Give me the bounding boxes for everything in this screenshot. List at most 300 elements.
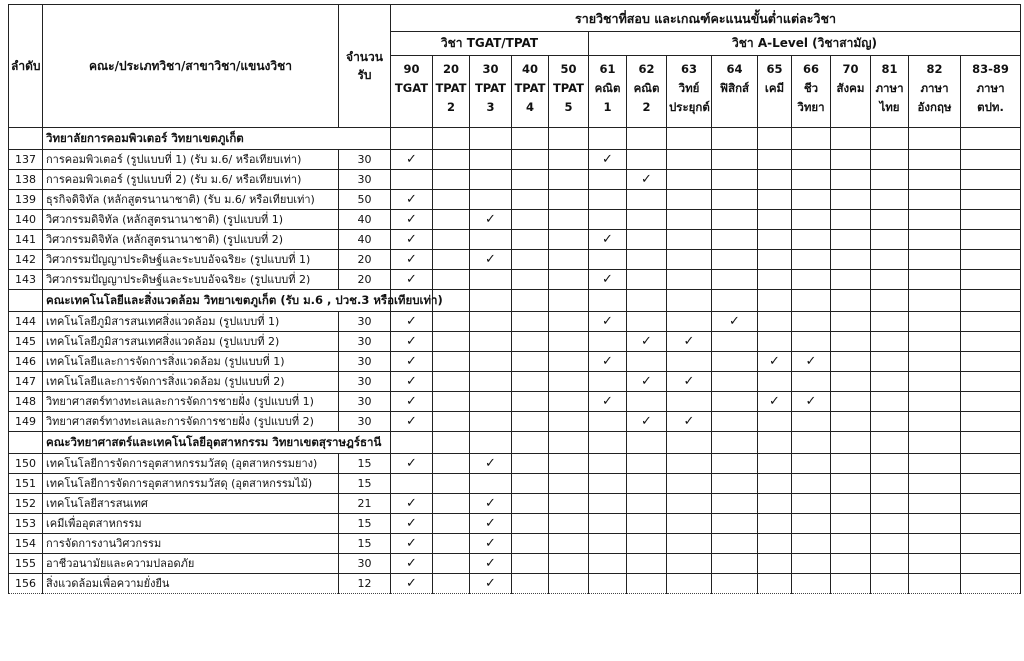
check-mark-icon: ✓ [406, 232, 417, 247]
table-row [9, 270, 1021, 290]
subject-check-cell [549, 150, 589, 170]
program-name: เทคโนโลยีภูมิสารสนเทศสิ่งแวดล้อม (รูปแบบที่ 1) [43, 312, 339, 332]
subject-check-cell [589, 170, 627, 190]
subject-check-cell [961, 352, 1021, 372]
subject-check-cell [433, 534, 470, 554]
subject-check-cell [470, 412, 512, 432]
subject-check-cell [831, 534, 871, 554]
section-subject-cell [961, 128, 1021, 150]
subject-check-cell [871, 170, 909, 190]
subject-check-cell [831, 494, 871, 514]
table-row [9, 250, 1021, 270]
subject-check-cell [712, 250, 758, 270]
subject-check-cell [433, 150, 470, 170]
subject-check-cell [391, 150, 433, 170]
subject-check-cell [667, 494, 712, 514]
row-number: 140 [9, 210, 43, 230]
subject-check-cell [627, 392, 667, 412]
subject-header-code: 61 [599, 62, 616, 76]
subject-check-cell [512, 372, 549, 392]
subject-check-cell [549, 514, 589, 534]
subject-check-cell [712, 230, 758, 250]
subject-check-cell [512, 150, 549, 170]
table-row [9, 372, 1021, 392]
subject-check-cell [512, 352, 549, 372]
subject-check-cell [758, 312, 792, 332]
section-subject-cell [758, 290, 792, 312]
subject-check-cell [909, 312, 961, 332]
header-quota-line1: จำนวน [346, 50, 383, 64]
program-name: การคอมพิวเตอร์ (รูปแบบที่ 1) (รับ ม.6/ หรือเทียบเท่า) [43, 150, 339, 170]
subject-check-cell [589, 270, 627, 290]
subject-check-cell [961, 150, 1021, 170]
subject-check-cell [549, 474, 589, 494]
check-mark-icon: ✓ [729, 314, 740, 329]
subject-check-cell [627, 150, 667, 170]
row-number: 153 [9, 514, 43, 534]
program-name: การคอมพิวเตอร์ (รูปแบบที่ 2) (รับ ม.6/ หรือเทียบเท่า) [43, 170, 339, 190]
subject-check-cell [909, 412, 961, 432]
subject-check-cell [871, 454, 909, 474]
subject-header-l3: 3 [486, 100, 495, 114]
criteria-table [8, 4, 1021, 594]
check-mark-icon: ✓ [406, 556, 417, 571]
subject-check-cell [627, 230, 667, 250]
subject-check-cell [792, 514, 831, 534]
subject-check-cell [909, 230, 961, 250]
subject-header-code: 20 [442, 62, 459, 76]
quota-value: 15 [339, 474, 391, 494]
subject-check-cell [627, 574, 667, 594]
subject-check-cell [470, 250, 512, 270]
check-mark-icon: ✓ [485, 576, 496, 591]
subject-check-cell [433, 372, 470, 392]
subject-check-cell [792, 210, 831, 230]
subject-check-cell [589, 230, 627, 250]
subject-check-cell [433, 250, 470, 270]
subject-check-cell [871, 574, 909, 594]
table-row [9, 454, 1021, 474]
subject-check-cell [792, 150, 831, 170]
subject-check-cell [909, 190, 961, 210]
subject-check-cell [909, 372, 961, 392]
subject-check-cell [433, 230, 470, 250]
subject-check-cell [909, 534, 961, 554]
subject-check-cell [470, 454, 512, 474]
header-group-alevel: วิชา A-Level (วิชาสามัญ) [589, 32, 1021, 56]
subject-check-cell [871, 392, 909, 412]
subject-check-cell [667, 170, 712, 190]
subject-check-cell [433, 514, 470, 534]
subject-header-l3: อังกฤษ [917, 100, 952, 114]
subject-check-cell [627, 514, 667, 534]
subject-check-cell [712, 514, 758, 534]
subject-check-cell [627, 170, 667, 190]
subject-check-cell [712, 534, 758, 554]
check-mark-icon: ✓ [406, 334, 417, 349]
subject-check-cell [391, 190, 433, 210]
header-group-tgat: วิชา TGAT/TPAT [391, 32, 589, 56]
subject-check-cell [961, 270, 1021, 290]
subject-check-cell [391, 392, 433, 412]
subject-check-cell [667, 332, 712, 352]
subject-check-cell [589, 150, 627, 170]
section-subject-cell [627, 290, 667, 312]
subject-check-cell [909, 170, 961, 190]
subject-check-cell [792, 270, 831, 290]
row-number: 139 [9, 190, 43, 210]
subject-header-l2: วิทย์ [678, 81, 700, 95]
check-mark-icon: ✓ [485, 252, 496, 267]
check-mark-icon: ✓ [485, 556, 496, 571]
check-mark-icon: ✓ [406, 152, 417, 167]
subject-check-cell [712, 554, 758, 574]
subject-check-cell [831, 312, 871, 332]
section-subject-cell [712, 128, 758, 150]
section-subject-cell [470, 128, 512, 150]
program-name: สิ่งแวดล้อมเพื่อความยั่งยืน [43, 574, 339, 594]
subject-check-cell [549, 312, 589, 332]
subject-check-cell [667, 250, 712, 270]
table-row [9, 574, 1021, 594]
table-row [9, 412, 1021, 432]
subject-check-cell [549, 372, 589, 392]
subject-check-cell [871, 250, 909, 270]
subject-check-cell [909, 210, 961, 230]
quota-value: 30 [339, 170, 391, 190]
subject-check-cell [871, 554, 909, 574]
subject-check-cell [391, 230, 433, 250]
subject-check-cell [589, 372, 627, 392]
program-name: วิศวกรรมปัญญาประดิษฐ์และระบบอัจฉริยะ (รูปแบบที่ 1) [43, 250, 339, 270]
subject-check-cell [667, 372, 712, 392]
row-number: 138 [9, 170, 43, 190]
subject-check-cell [512, 230, 549, 250]
check-mark-icon: ✓ [406, 272, 417, 287]
subject-check-cell [758, 190, 792, 210]
subject-check-cell [871, 534, 909, 554]
check-mark-icon: ✓ [641, 172, 652, 187]
subject-header-l2: สังคม [836, 81, 865, 95]
section-subject-cell [909, 432, 961, 454]
subject-header-l3: ประยุกต์ [669, 100, 710, 114]
subject-check-cell [792, 170, 831, 190]
subject-check-cell [549, 554, 589, 574]
table-row [9, 210, 1021, 230]
subject-header-l2: คณิต [594, 81, 621, 95]
subject-header-l2: TPAT [474, 81, 507, 95]
section-subject-cell [549, 432, 589, 454]
check-mark-icon: ✓ [641, 414, 652, 429]
subject-check-cell [758, 150, 792, 170]
table-row [9, 534, 1021, 554]
subject-header-l2: ภาษา [976, 81, 1005, 95]
subject-check-cell [470, 270, 512, 290]
subject-check-cell [589, 332, 627, 352]
subject-check-cell [667, 312, 712, 332]
header-seq: ลำดับ [9, 5, 43, 128]
subject-check-cell [758, 454, 792, 474]
subject-check-cell [667, 352, 712, 372]
section-subject-cell [871, 290, 909, 312]
section-subject-cell [871, 128, 909, 150]
subject-check-cell [391, 474, 433, 494]
subject-check-cell [909, 474, 961, 494]
subject-check-cell [470, 210, 512, 230]
subject-check-cell [512, 494, 549, 514]
quota-value: 12 [339, 574, 391, 594]
subject-column-header [549, 56, 589, 128]
subject-header-l2: ภาษา [920, 81, 949, 95]
subject-check-cell [627, 352, 667, 372]
subject-check-cell [627, 494, 667, 514]
check-mark-icon: ✓ [641, 334, 652, 349]
subject-header-code: 66 [802, 62, 819, 76]
subject-check-cell [961, 534, 1021, 554]
subject-check-cell [433, 494, 470, 514]
section-title: คณะเทคโนโลยีและสิ่งแวดล้อม วิทยาเขตภูเก็ต (รับ ม.6 , ปวช.3 หรือเทียบเท่า) [43, 290, 391, 312]
subject-check-cell [549, 332, 589, 352]
row-number: 147 [9, 372, 43, 392]
header-quota-line2: รับ [357, 68, 372, 82]
subject-check-cell [871, 312, 909, 332]
subject-check-cell [871, 332, 909, 352]
subject-check-cell [871, 190, 909, 210]
section-subject-cell [792, 128, 831, 150]
subject-check-cell [512, 474, 549, 494]
check-mark-icon: ✓ [485, 536, 496, 551]
subject-check-cell [831, 474, 871, 494]
subject-check-cell [831, 554, 871, 574]
section-subject-cell [549, 128, 589, 150]
table-row [9, 554, 1021, 574]
section-subject-cell [470, 290, 512, 312]
subject-check-cell [627, 474, 667, 494]
section-title: คณะวิทยาศาสตร์และเทคโนโลยีอุตสาหกรรม วิทยาเขตสุราษฎร์ธานี [43, 432, 391, 454]
subject-check-cell [667, 412, 712, 432]
subject-check-cell [831, 352, 871, 372]
check-mark-icon: ✓ [406, 576, 417, 591]
subject-check-cell [512, 574, 549, 594]
section-subject-cell [512, 128, 549, 150]
subject-check-cell [589, 250, 627, 270]
section-subject-cell [433, 432, 470, 454]
subject-header-code: 30 [482, 62, 499, 76]
subject-check-cell [831, 190, 871, 210]
subject-header-code: 63 [680, 62, 697, 76]
subject-check-cell [433, 270, 470, 290]
subject-check-cell [589, 190, 627, 210]
subject-check-cell [961, 372, 1021, 392]
table-row [9, 190, 1021, 210]
subject-check-cell [871, 514, 909, 534]
subject-check-cell [909, 494, 961, 514]
subject-check-cell [667, 270, 712, 290]
quota-value: 30 [339, 150, 391, 170]
subject-check-cell [758, 554, 792, 574]
section-subject-cell [589, 290, 627, 312]
subject-check-cell [712, 312, 758, 332]
subject-check-cell [589, 312, 627, 332]
subject-check-cell [792, 494, 831, 514]
subject-header-code: 81 [881, 62, 898, 76]
subject-check-cell [712, 412, 758, 432]
subject-check-cell [792, 312, 831, 332]
subject-check-cell [758, 230, 792, 250]
subject-check-cell [909, 574, 961, 594]
check-mark-icon: ✓ [406, 456, 417, 471]
subject-check-cell [470, 190, 512, 210]
subject-check-cell [589, 454, 627, 474]
header-quota [339, 5, 391, 128]
subject-check-cell [758, 412, 792, 432]
table-row [9, 352, 1021, 372]
subject-check-cell [433, 554, 470, 574]
subject-check-cell [549, 412, 589, 432]
subject-check-cell [470, 554, 512, 574]
check-mark-icon: ✓ [641, 374, 652, 389]
subject-header-code: 40 [521, 62, 538, 76]
subject-check-cell [512, 514, 549, 534]
subject-column-header [758, 56, 792, 128]
subject-check-cell [712, 372, 758, 392]
subject-check-cell [961, 454, 1021, 474]
subject-check-cell [909, 514, 961, 534]
subject-check-cell [512, 270, 549, 290]
section-subject-cell [549, 290, 589, 312]
subject-check-cell [433, 454, 470, 474]
subject-check-cell [667, 454, 712, 474]
subject-check-cell [549, 270, 589, 290]
section-empty-cell [9, 128, 43, 150]
subject-header-l3: วิทยา [797, 100, 825, 114]
subject-check-cell [831, 230, 871, 250]
table-row [9, 494, 1021, 514]
subject-check-cell [792, 372, 831, 392]
check-mark-icon: ✓ [683, 334, 695, 349]
quota-value: 15 [339, 454, 391, 474]
program-name: เทคโนโลยีและการจัดการสิ่งแวดล้อม (รูปแบบที่ 1) [43, 352, 339, 372]
subject-check-cell [589, 534, 627, 554]
subject-check-cell [391, 412, 433, 432]
subject-check-cell [433, 392, 470, 412]
subject-check-cell [758, 250, 792, 270]
check-mark-icon: ✓ [602, 394, 613, 409]
section-row [9, 290, 1021, 312]
subject-check-cell [961, 392, 1021, 412]
subject-column-header [831, 56, 871, 128]
quota-value: 30 [339, 332, 391, 352]
quota-value: 30 [339, 352, 391, 372]
subject-check-cell [961, 554, 1021, 574]
subject-check-cell [549, 210, 589, 230]
check-mark-icon: ✓ [406, 354, 417, 369]
subject-header-code: 50 [560, 62, 577, 76]
subject-check-cell [589, 554, 627, 574]
check-mark-icon: ✓ [602, 354, 613, 369]
subject-header-code: 65 [766, 62, 783, 76]
subject-header-l2: TGAT [394, 81, 429, 95]
subject-check-cell [470, 312, 512, 332]
subject-header-code: 70 [842, 62, 859, 76]
subject-check-cell [909, 352, 961, 372]
subject-check-cell [909, 392, 961, 412]
subject-check-cell [433, 210, 470, 230]
subject-check-cell [667, 392, 712, 412]
subject-check-cell [391, 352, 433, 372]
subject-check-cell [712, 454, 758, 474]
subject-check-cell [961, 474, 1021, 494]
subject-check-cell [961, 574, 1021, 594]
section-empty-cell [9, 432, 43, 454]
row-number: 142 [9, 250, 43, 270]
check-mark-icon: ✓ [406, 394, 417, 409]
subject-check-cell [712, 332, 758, 352]
subject-check-cell [831, 574, 871, 594]
section-subject-cell [831, 432, 871, 454]
row-number: 146 [9, 352, 43, 372]
quota-value: 30 [339, 392, 391, 412]
program-name: วิทยาศาสตร์ทางทะเลและการจัดการชายฝั่ง (รูปแบบที่ 1) [43, 392, 339, 412]
subject-check-cell [667, 474, 712, 494]
subject-check-cell [909, 454, 961, 474]
subject-check-cell [549, 454, 589, 474]
subject-check-cell [470, 372, 512, 392]
subject-check-cell [667, 210, 712, 230]
subject-check-cell [549, 170, 589, 190]
row-number: 151 [9, 474, 43, 494]
subject-check-cell [512, 412, 549, 432]
subject-check-cell [667, 230, 712, 250]
program-name: วิทยาศาสตร์ทางทะเลและการจัดการชายฝั่ง (รูปแบบที่ 2) [43, 412, 339, 432]
subject-check-cell [627, 190, 667, 210]
subject-check-cell [792, 250, 831, 270]
subject-check-cell [512, 170, 549, 190]
subject-check-cell [831, 412, 871, 432]
subject-check-cell [549, 534, 589, 554]
subject-check-cell [758, 574, 792, 594]
subject-check-cell [909, 150, 961, 170]
subject-check-cell [758, 332, 792, 352]
check-mark-icon: ✓ [602, 314, 613, 329]
subject-check-cell [549, 250, 589, 270]
program-name: เทคโนโลยีสารสนเทศ [43, 494, 339, 514]
check-mark-icon: ✓ [406, 414, 417, 429]
table-row [9, 170, 1021, 190]
subject-header-code: 90 [403, 62, 420, 76]
section-subject-cell [589, 432, 627, 454]
subject-check-cell [792, 392, 831, 412]
section-subject-cell [667, 290, 712, 312]
subject-check-cell [712, 210, 758, 230]
subject-check-cell [627, 250, 667, 270]
subject-check-cell [549, 392, 589, 412]
subject-check-cell [589, 352, 627, 372]
check-mark-icon: ✓ [406, 192, 417, 207]
subject-check-cell [961, 190, 1021, 210]
section-subject-cell [627, 432, 667, 454]
check-mark-icon: ✓ [683, 414, 695, 429]
check-mark-icon: ✓ [406, 516, 417, 531]
row-number: 148 [9, 392, 43, 412]
subject-check-cell [512, 210, 549, 230]
subject-check-cell [391, 210, 433, 230]
subject-column-header [909, 56, 961, 128]
subject-check-cell [589, 412, 627, 432]
subject-check-cell [712, 270, 758, 290]
subject-check-cell [831, 150, 871, 170]
subject-check-cell [433, 170, 470, 190]
